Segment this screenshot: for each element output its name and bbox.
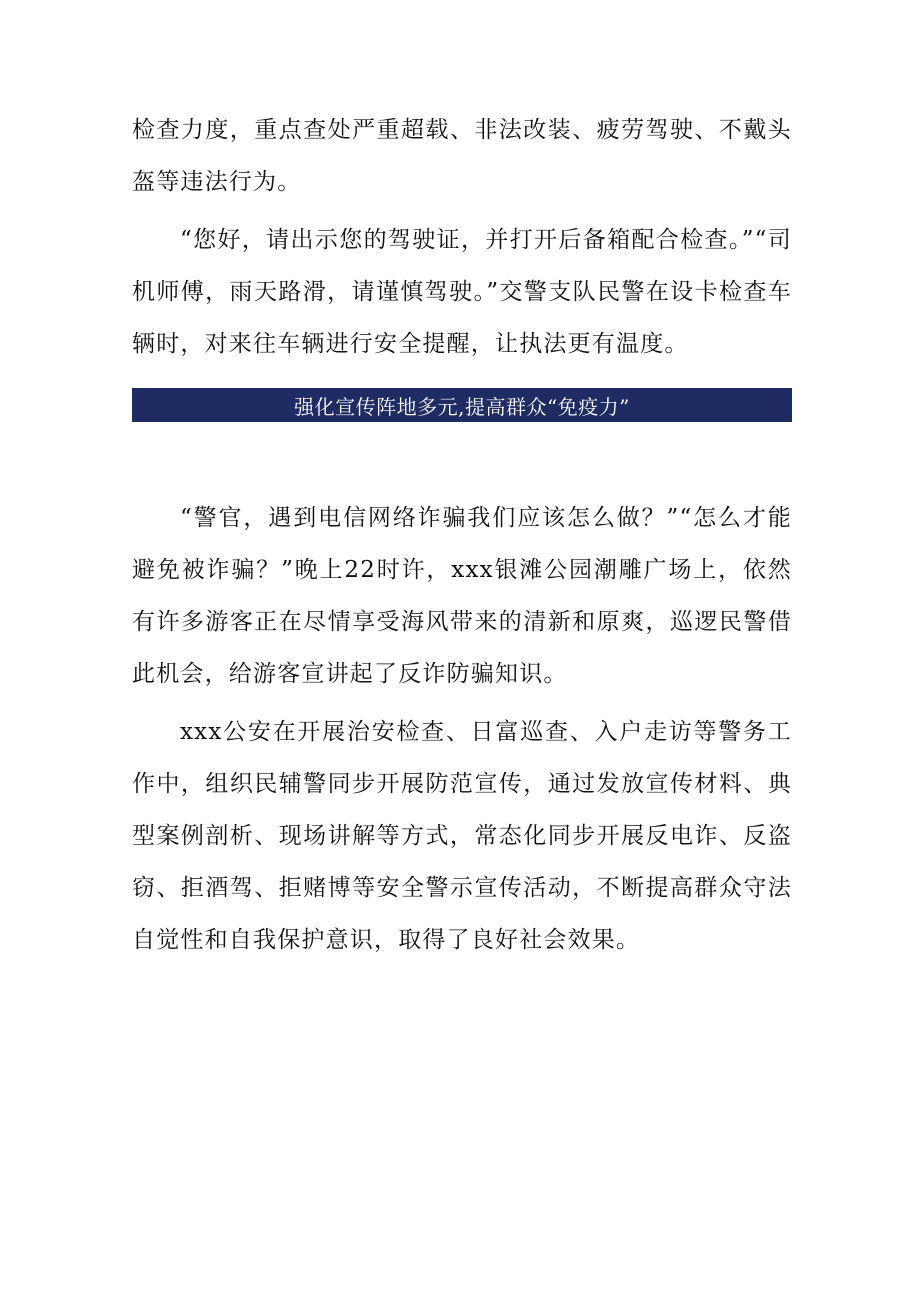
paragraph-traffic-check-dialogue: “您好，请出示您的驾驶证，并打开后备箱配合检查。”“司机师傅，雨天路滑，请谨慎驾驶。”交警支队民警在设卡检查车辆时，对来往车辆进行安全提醒，让执法更有温度。: [132, 227, 792, 357]
paragraph-anti-fraud-patrol: “警官，遇到电信网络诈骗我们应该怎么做？”“怎么才能避免被诈骗？”晚上22时许，xxx银滩公园潮雕广场上，依然有许多游客正在尽情享受海风带来的清新和原爽，巡逻民警借此机会，给游客宣讲起了反诈防骗知识。: [132, 505, 792, 687]
document-content: [132, 104, 792, 966]
banner-spacer: [132, 422, 792, 492]
section-banner-title: 强化宣传阵地多元,提高群众“免疫力”: [294, 394, 630, 419]
section-banner: [132, 388, 792, 422]
paragraph-inspection-continued: 检查力度，重点查处严重超载、非法改装、疲劳驾驶、不戴头盔等违法行为。: [132, 117, 792, 195]
paragraph-police-publicity: xxx公安在开展治安检查、日富巡查、入户走访等警务工作中，组织民辅警同步开展防范宣传，通过发放宣传材料、典型案例剖析、现场讲解等方式，常态化同步开展反电诈、反盗窃、拒酒驾、拒赌博等安全警示宣传活动，不断提高群众守法自觉性和自我保护意识，取得了良好社会效果。: [132, 719, 792, 953]
